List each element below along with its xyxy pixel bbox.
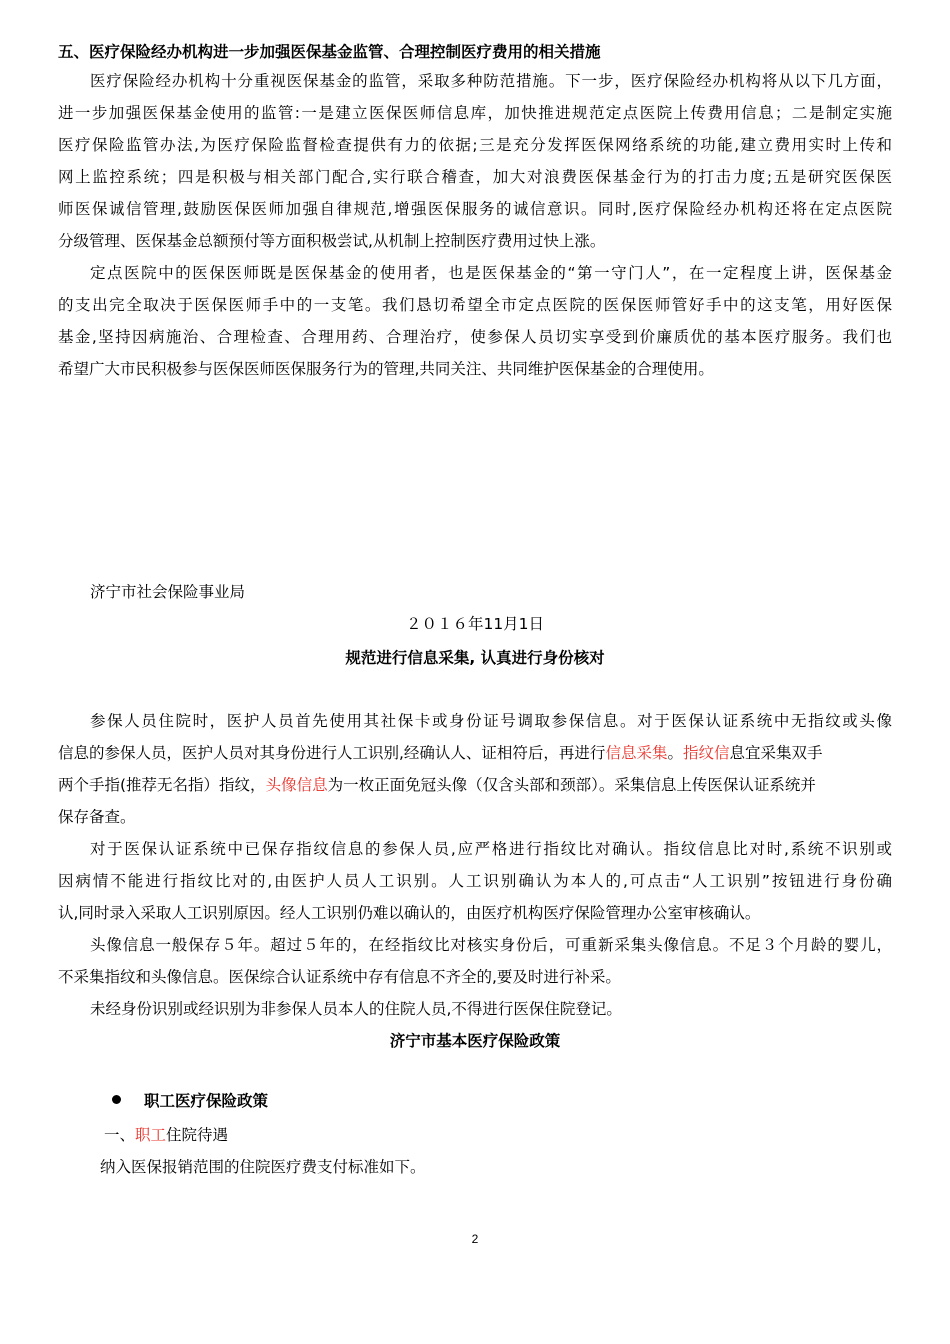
paragraph-line: 对于医保认证系统中已保存指纹信息的参保人员,应严格进行指纹比对确认。指纹信息比对时,系统不识别或 [90, 840, 892, 858]
paragraph-line: 师医保诚信管理,鼓励医保医师加强自律规范,增强医保服务的诚信意识。同时,医疗保险经办机构还将在定点医院 [58, 200, 892, 218]
paragraph-line: 头像信息一般保存５年。超过５年的，在经指纹比对核实身份后，可重新采集头像信息。不足３个月龄的婴儿， [90, 936, 892, 954]
sub-heading [104, 1124, 228, 1146]
text-span: 为一枚正面免冠头像（仅含头部和颈部）。采集信息上传医保认证系统并 [327, 776, 816, 794]
paragraph-line: 未经身份识别或经识别为非参保人员本人的住院人员,不得进行医保住院登记。 [90, 1000, 622, 1018]
signature-org: 济宁市社会保险事业局 [90, 583, 246, 601]
page-number: 2 [471, 1232, 479, 1246]
paragraph-line: 医疗保险监管办法,为医疗保险监督检查提供有力的依据;三是充分发挥医保网络系统的功能,建立费用实时上传和 [58, 136, 892, 154]
paragraph-line: 参保人员住院时，医护人员首先使用其社保卡或身份证号调取参保信息。对于医保认证系统中无指纹或头像 [90, 712, 892, 730]
bullet-heading: 职工医疗保险政策 [144, 1092, 269, 1110]
text-span: 。 [667, 744, 683, 762]
text-span: 两个手指(推荐无名指）指纹， [58, 776, 266, 794]
paragraph-line [58, 774, 816, 796]
section-title: 济宁市基本医疗保险政策 [389, 1032, 561, 1050]
paragraph-line [58, 742, 823, 764]
text-span: 一、 [104, 1126, 136, 1144]
paragraph-line: 纳入医保报销范围的住院医疗费支付标准如下。 [100, 1158, 426, 1176]
paragraph-line: 医疗保险经办机构十分重视医保基金的监管，采取多种防范措施。下一步，医疗保险经办机构将从以下几方面， [90, 72, 892, 90]
paragraph-line: 分级管理、医保基金总额预付等方面积极尝试,从机制上控制医疗费用过快上涨。 [58, 232, 606, 250]
paragraph-line: 认,同时录入采取人工识别原因。经人工识别仍难以确认的，由医疗机构医疗保险管理办公室审核确认。 [58, 904, 761, 922]
paragraph-line: 基金,坚持因病施治、合理检查、合理用药、合理治疗，使参保人员切实享受到价廉质优的基本医疗服务。我们也 [58, 328, 892, 346]
text-span: 信息的参保人员，医护人员对其身份进行人工识别,经确认人、证相符后，再进行 [58, 744, 606, 762]
section-title: 规范进行信息采集, 认真进行身份核对 [345, 649, 605, 667]
paragraph-line: 的支出完全取决于医保医师手中的一支笔。我们恳切希望全市定点医院的医保医师管好手中的这支笔，用好医保 [58, 296, 892, 314]
paragraph-line: 保存备查。 [58, 808, 136, 826]
paragraph-line: 不采集指纹和头像信息。医保综合认证系统中存有信息不齐全的,要及时进行补采。 [58, 968, 621, 986]
highlight-text: 头像信息 [265, 776, 328, 794]
highlight-text: 职工 [135, 1126, 167, 1144]
highlight-text: 指纹信 [682, 744, 730, 762]
paragraph-line: 进一步加强医保基金使用的监管:一是建立医保医师信息库，加快推进规范定点医院上传费用信息；二是制定实施 [58, 104, 892, 122]
paragraph-line: 定点医院中的医保医师既是医保基金的使用者，也是医保基金的“第一守门人”，在一定程度上讲，医保基金 [90, 264, 892, 282]
bullet-icon [112, 1095, 121, 1104]
paragraph-line: 网上监控系统；四是积极与相关部门配合,实行联合稽查，加大对浪费医保基金行为的打击力度;五是研究医保医 [58, 168, 892, 186]
signature-date: ２０１６年11月1日 [405, 615, 545, 633]
highlight-text: 信息采集 [605, 744, 668, 762]
paragraph-line: 因病情不能进行指纹比对的,由医护人员人工识别。人工识别确认为本人的,可点击“人工识别”按钮进行身份确 [58, 872, 892, 890]
paragraph-line: 希望广大市民积极参与医保医师医保服务行为的管理,共同关注、共同维护医保基金的合理使用。 [58, 360, 714, 378]
section-heading: 五、医疗保险经办机构进一步加强医保基金监管、合理控制医疗费用的相关措施 [58, 43, 601, 61]
text-span: 息宜采集双手 [729, 744, 823, 762]
text-span: 住院待遇 [166, 1126, 229, 1144]
